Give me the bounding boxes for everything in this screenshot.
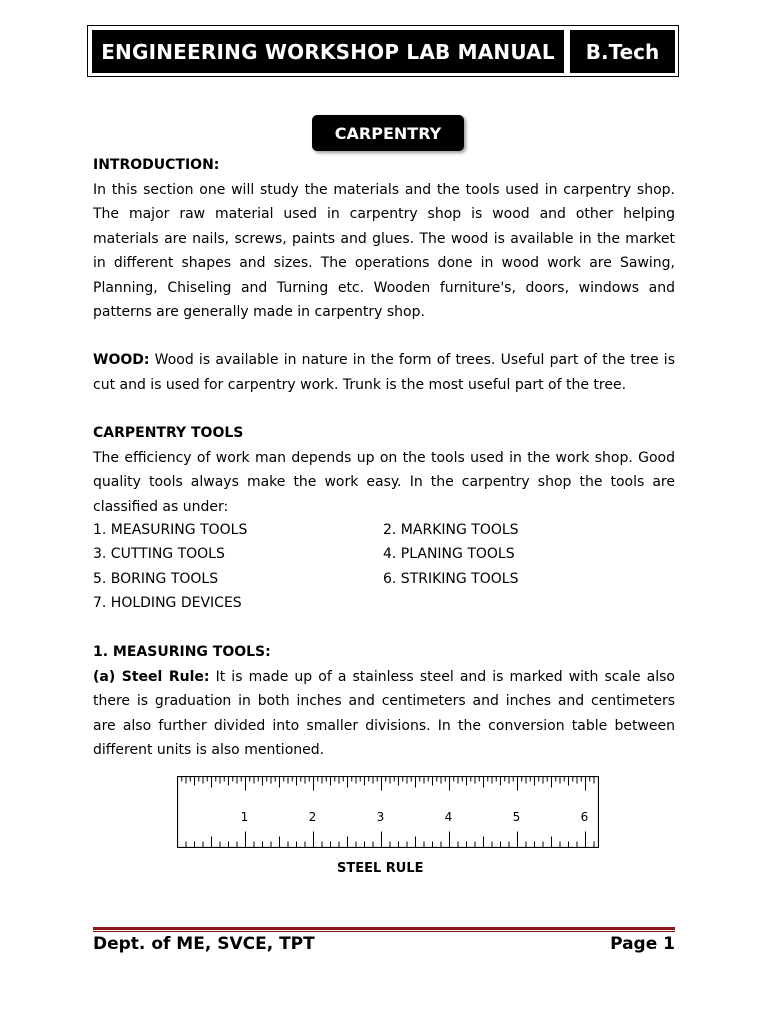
footer-page-number: Page 1 — [610, 934, 675, 954]
wood-label: WOOD: — [93, 352, 150, 368]
introduction-body: In this section one will study the materials and the tools used in carpentry shop. The major raw material used in carpentry shop is wood and other helping materials are nails, screws, paints and glues. The wood is available in the market in different shapes and sizes. The operations done in wood work are Sawing, Planning, Chiseling and Turning etc. Wooden furniture's, doors, windows and patterns are generally made in carpentry shop. — [93, 181, 675, 320]
document-title: ENGINEERING WORKSHOP LAB MANUAL — [92, 30, 564, 73]
ruler-number: 1 — [240, 810, 249, 824]
steel-rule-body: It is made up of a stainless steel and is marked with scale also there is graduation in both inches and centimeters and inches and centimeters are also further divided into smaller divisions. In the conversion table between different units is also mentioned. — [93, 668, 675, 758]
section-title-badge: CARPENTRY — [312, 115, 464, 151]
introduction-section — [93, 153, 675, 325]
carpentry-tools-heading: CARPENTRY TOOLS — [93, 425, 244, 441]
footer-divider-thin — [93, 931, 675, 932]
tool-list-item: 5. BORING TOOLS — [93, 571, 219, 587]
carpentry-tools-section — [93, 421, 675, 519]
tool-list-item: 7. HOLDING DEVICES — [93, 595, 242, 611]
carpentry-tools-body: The efficiency of work man depends up on the tools used in the work shop. Good quality tools always make the work easy. In the carpentry shop the tools are classified as under: — [93, 449, 675, 515]
tool-list-item: 4. PLANING TOOLS — [383, 546, 515, 562]
footer-divider — [93, 927, 675, 930]
steel-rule-figure — [177, 776, 599, 848]
tool-list-item: 3. CUTTING TOOLS — [93, 546, 225, 562]
tool-list-item: 2. MARKING TOOLS — [383, 522, 519, 538]
ruler-number: 3 — [376, 810, 385, 824]
steel-rule-label: (a) Steel Rule: — [93, 668, 210, 685]
measuring-tools-heading: 1. MEASURING TOOLS: — [93, 644, 271, 660]
figure-caption: STEEL RULE — [337, 861, 424, 876]
introduction-heading: INTRODUCTION: — [93, 157, 220, 173]
ruler-number: 5 — [512, 810, 521, 824]
wood-section — [93, 348, 675, 397]
ruler-number: 4 — [444, 810, 453, 824]
footer-department: Dept. of ME, SVCE, TPT — [93, 934, 315, 954]
program-badge: B.Tech — [570, 30, 675, 73]
measuring-tools-section — [93, 640, 675, 763]
tool-list-item: 1. MEASURING TOOLS — [93, 522, 248, 538]
ruler-number: 2 — [308, 810, 317, 824]
ruler-number: 6 — [580, 810, 589, 824]
tool-list-item: 6. STRIKING TOOLS — [383, 571, 519, 587]
wood-body: Wood is available in nature in the form of trees. Useful part of the tree is cut and is used for carpentry work. Trunk is the most useful part of the tree. — [93, 352, 675, 393]
